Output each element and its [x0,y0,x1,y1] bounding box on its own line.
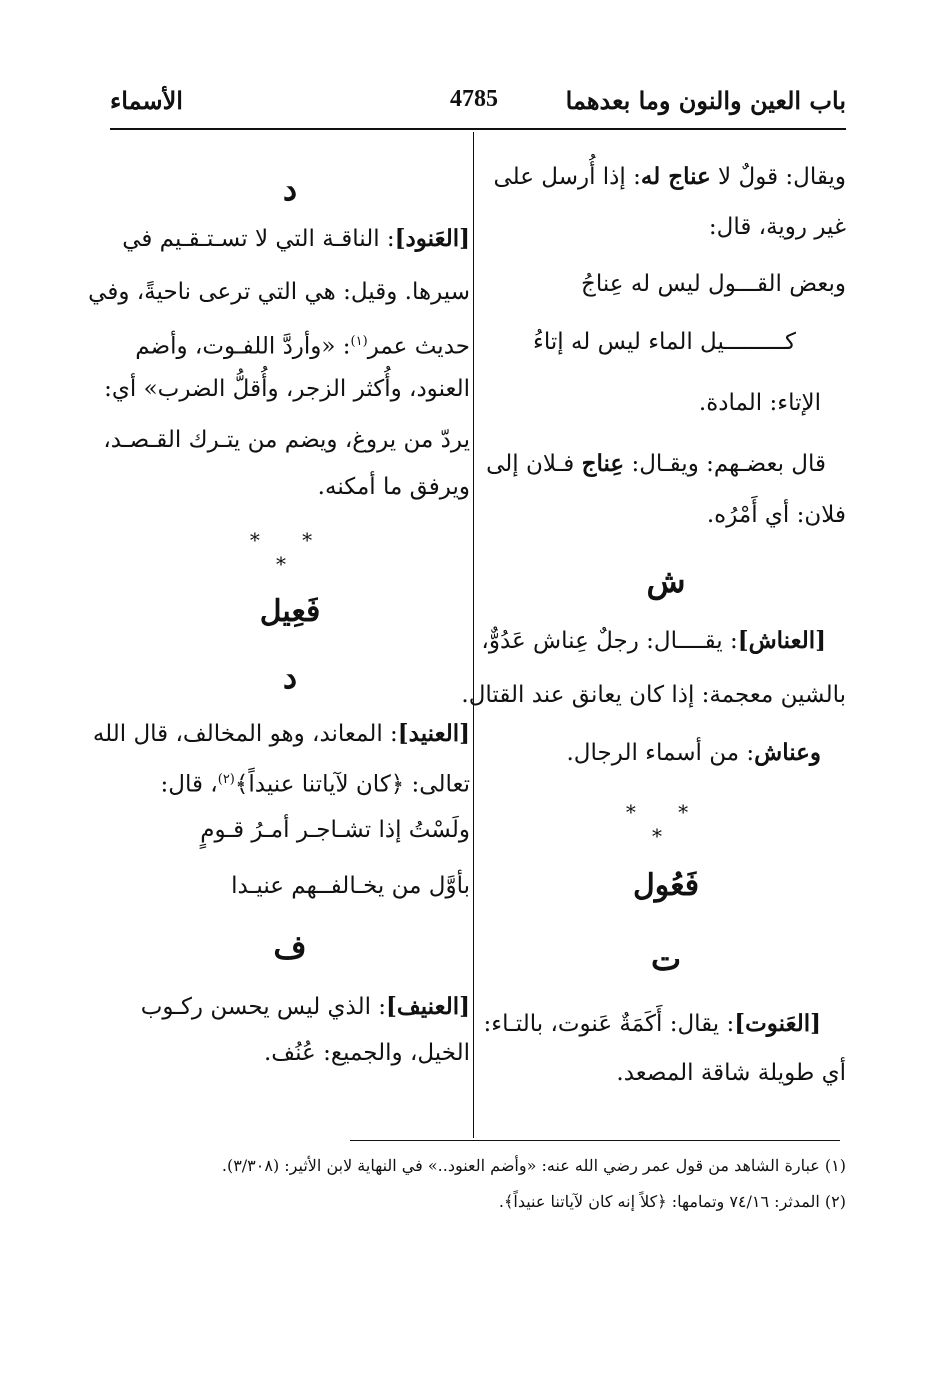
letter-heading: د [282,658,298,696]
entry-line: أي طويلة شاقة المصعد. [616,1060,846,1086]
pattern-heading: فَعُول [632,868,700,903]
entry-line: العنود، وأُكثر الزجر، وأُقلُّ الضرب» أي: [104,376,470,402]
chapter-title: باب العين والنون وما بعدهما [565,86,846,115]
letter-heading: ت [650,940,682,978]
entry-line: وعناش: من أسماء الرجال. [566,739,821,766]
entry-line: سيرها. وقيل: هي التي ترعى ناحيةً، وفي [88,279,470,305]
footnote-2: (٢) المدثر: ٧٤/١٦ وتمامها: ﴿كلاً إنه كان لآياتنا عنيداً﴾. [498,1192,846,1211]
section-separator: * * * [625,800,707,848]
verse-line: وبعض القـــول ليس له عِناجُ [581,271,846,297]
page-number: 4785 [450,86,498,112]
column-divider [473,132,474,1138]
entry-line: [العنيد]: المعاند، وهو المخالف، قال الله [92,720,470,747]
footnote-rule [350,1140,840,1141]
section-title: الأسماء [110,86,183,115]
verse-line: بأوَّل من يخـالفــهم عنيـدا [231,873,470,899]
entry-line: [العنيف]: الذي ليس يحسن ركـوب [140,993,470,1020]
entry-line: بالشين معجمة: إذا كان يعانق عند القتال. [461,682,846,708]
entry-line: الخيل، والجميع: عُنُف. [263,1040,470,1066]
section-separator: * * * [249,528,331,576]
entry-line: الإتاء: المادة. [698,390,821,416]
verse-line: كـــــــــيل الماء ليس له إتاءُ [533,329,796,355]
entry-line: [العَنود]: الناقـة التي لا تسـتـقـيم في [122,225,470,252]
entry-line: ويقال: قولٌ لا عناج له: إذا أُرسل على [493,163,846,190]
entry-line: يردّ من يروغ، ويضم من يتـرك القـصـد، [103,427,470,453]
letter-heading: ش [646,562,686,600]
entry-line: ويرفق ما أمكنه. [317,474,470,500]
pattern-heading: فَعِيل [259,594,321,629]
verse-line: ولَسْتُ إذا تشـاجـر أمـرُ قـومٍ [200,817,470,843]
entry-line: [العناش]: يقــــال: رجلٌ عِناش عَدُوٌّ، [481,627,826,654]
letter-heading: ف [273,928,307,966]
footnote-1: (١) عبارة الشاهد من قول عمر رضي الله عنه: «وأضم العنود..» في النهاية لابن الأثير: (٣/٣٠٨). [221,1156,846,1175]
letter-heading: د [282,170,298,208]
entry-line: حديث عمر$^{(١)}$: «وأردَّ اللفـوت، وأضم [135,333,470,360]
entry-line: [العَنوت]: يقال: أَكَمَةٌ عَنوت، بالتـاء: [483,1010,821,1037]
entry-line: غير روية، قال: [708,214,846,240]
entry-line: فلان: أي أَمْرُه. [706,502,846,528]
header-rule [110,128,846,130]
entry-line: تعالى: ﴿كان لآياتنا عنيداً﴾$^{(٢)}$، قال: [160,771,470,798]
entry-line: قال بعضـهم: ويقـال: عِناج فـلان إلى [486,450,826,477]
